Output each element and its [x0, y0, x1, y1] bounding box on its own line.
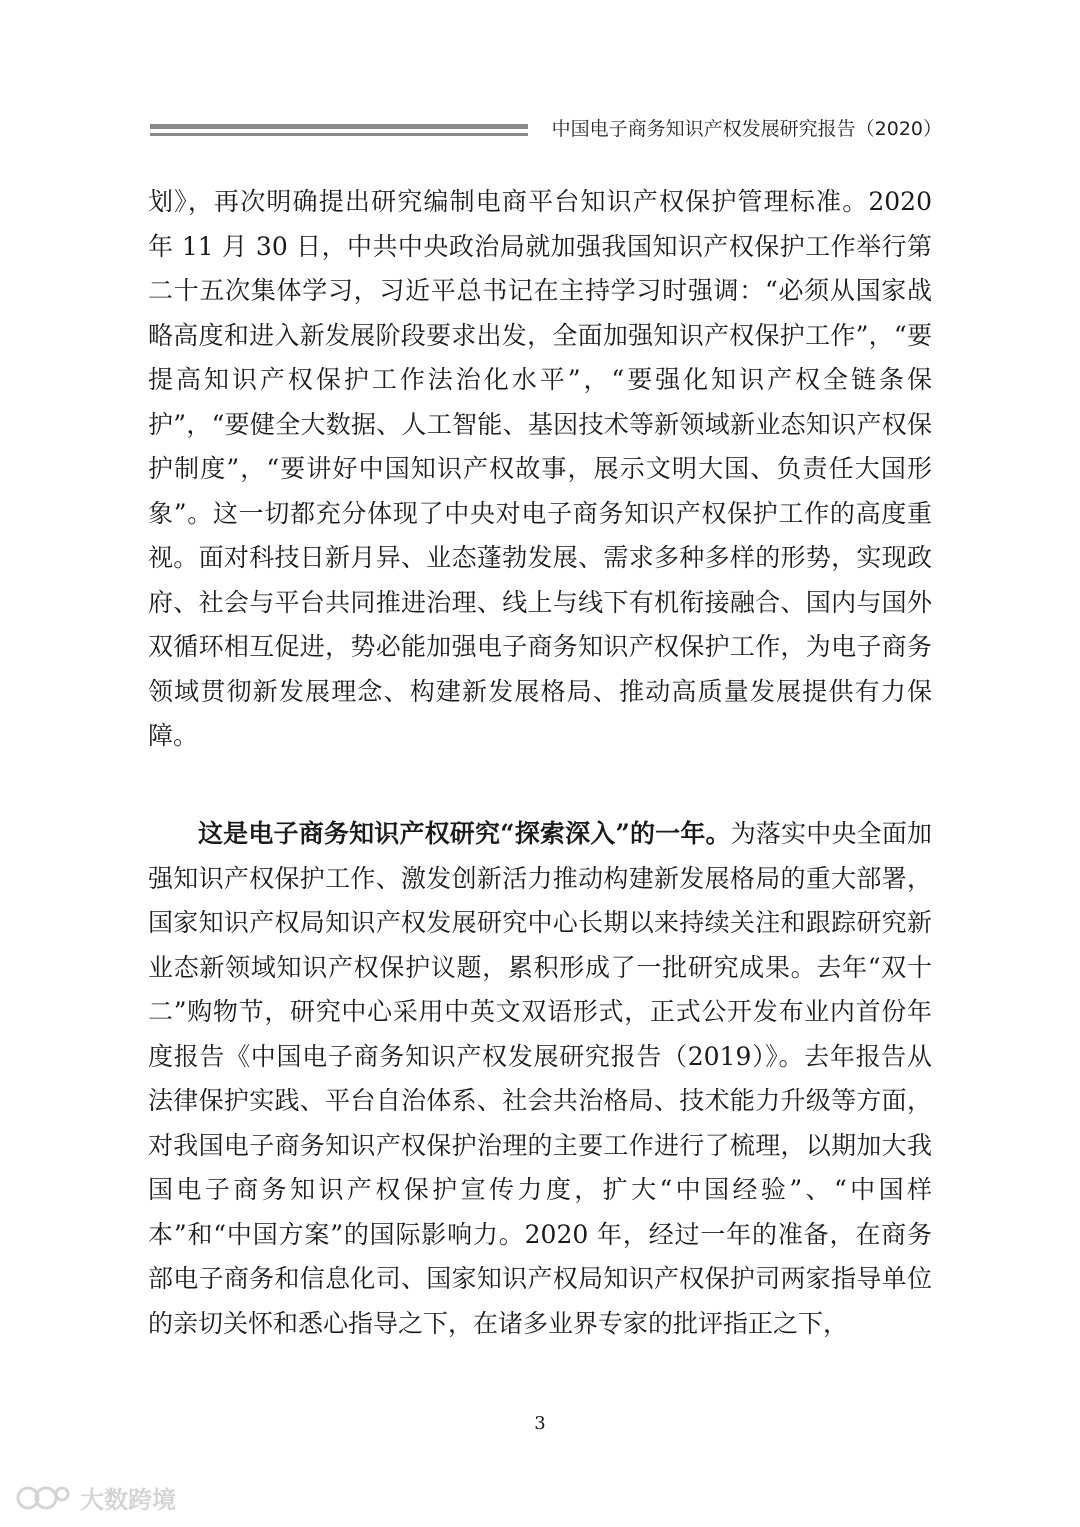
header-rule-thin [150, 133, 528, 136]
paragraph-2-emphasis: 这是电子商务知识产权研究“探索深入”的一年。 [198, 819, 731, 848]
page-number: 3 [534, 1413, 546, 1434]
paragraph-2 [148, 812, 932, 1346]
running-header-title: 中国电子商务知识产权发展研究报告（2020） [551, 118, 942, 140]
watermark [14, 1480, 176, 1515]
logo-icon [14, 1483, 74, 1513]
paragraph-1: 划》，再次明确提出研究编制电商平台知识产权保护管理标准。2020 年 11 月 30 日，中共中央政治局就加强我国知识产权保护工作举行第二十五次集体学习，习近平总书记在主持学习时强调：“必须从国家战略高度和进入新发展阶段要求出发，全面加强知识产权保护工作”，“要提高知识产权保护工作法治化水平”，“要强化知识产权全链条保护”，“要健全大数据、人工智能、基因技术等新领域新业态知识产权保护制度”，“要讲好中国知识产权故事，展示文明大国、负责任大国形象”。这一切都充分体现了中央对电子商务知识产权保护工作的高度重视。面对科技日新月异、业态蓬勃发展、需求多种多样的形势，实现政府、社会与平台共同推进治理、线上与线下有机衔接融合、国内与国外双循环相互促进，势必能加强电子商务知识产权保护工作，为电子商务领域贯彻新发展理念、构建新发展格局、推动高质量发展提供有力保障。 [148, 187, 932, 750]
watermark-text: 大数跨境 [80, 1486, 176, 1514]
paragraph-2-body: 为落实中央全面加强知识产权保护工作、激发创新活力推动构建新发展格局的重大部署，国家知识产权局知识产权发展研究中心长期以来持续关注和跟踪研究新业态新领域知识产权保护议题，累积形成了一批研究成果。去年“双十二”购物节，研究中心采用中英文双语形式，正式公开发布业内首份年度报告《中国电子商务知识产权发展研究报告（2019）》。去年报告从法律保护实践、平台自治体系、社会共治格局、技术能力升级等方面，对我国电子商务知识产权保护治理的主要工作进行了梳理，以期加大我国电子商务知识产权保护宣传力度，扩大“中国经验”、“中国样本”和“中国方案”的国际影响力。2020 年，经过一年的准备，在商务部电子商务和信息化司、国家知识产权局知识产权保护司两家指导单位的亲切关怀和悉心指导之下，在诸多业界专家的批评指正之下， [148, 819, 932, 1338]
header-rule-thick [150, 124, 528, 129]
